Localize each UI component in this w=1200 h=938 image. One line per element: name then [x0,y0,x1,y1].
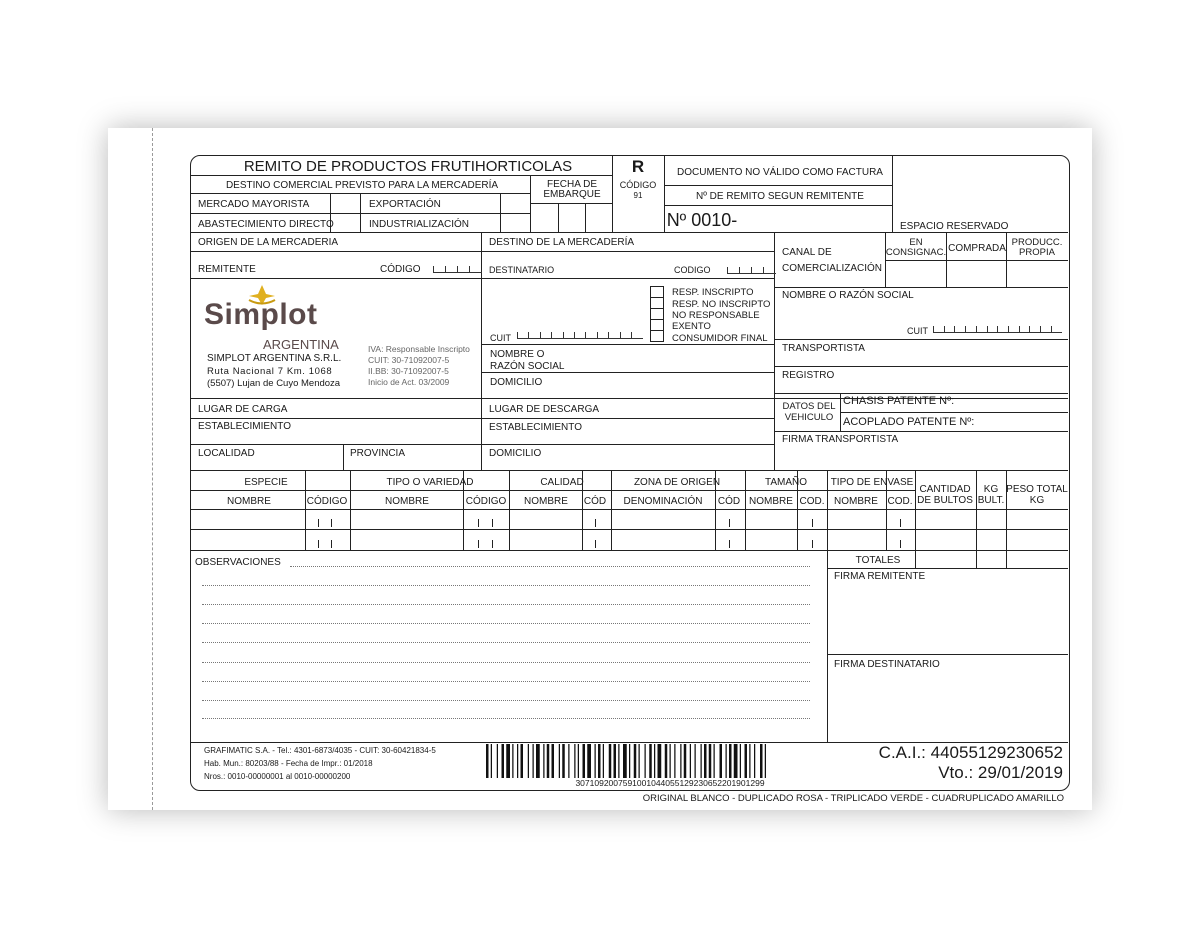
printer-line3: Nros.: 0010-00000001 al 0010-00000200 [204,772,351,781]
codigo-label: CÓDIGO [619,180,657,190]
company-iibb: II.BB: 30-71092007-5 [368,366,449,376]
peso-header-line1: PESO TOTAL [1006,484,1068,495]
grid-line [318,519,319,527]
grid-line [190,550,1068,551]
iva-option-label: RESP. NO INSCRIPTO [672,299,771,310]
grid-line [774,366,1068,367]
barcode-bar [497,744,498,778]
form-title: REMITO DE PRODUCTOS FRUTIHORTICOLAS [243,158,573,175]
canal-label-line2: COMERCIALIZACIÓN [782,263,883,274]
transport-cuit-label: CUIT [907,326,928,336]
grid-line [190,529,1068,530]
grid-line [478,519,479,527]
grid-line [492,519,493,527]
propia-line1: PRODUCC. [1011,237,1063,248]
grid-line [915,470,916,550]
barcode-bar [528,744,529,778]
grid-line [331,519,332,527]
barcode-bar [533,744,534,778]
barcode-bar [734,744,738,778]
destino-comercial-label: DESTINO COMERCIAL PREVISTO PARA LA MERCADERÍA [225,180,499,191]
iva-option-label: EXENTO [672,321,711,332]
destinatario-codigo-label: CODIGO [674,265,711,275]
col-header: CÓD [717,496,741,507]
datos-vehiculo-line1: DATOS DEL [782,401,836,412]
grid-line [827,568,1068,569]
totales-label: TOTALES [855,555,901,566]
transportista-label: TRANSPORTISTA [782,343,865,354]
grid-line [190,490,915,491]
digit-box [469,266,482,273]
dest-establecimiento-label: ESTABLECIMIENTO [489,422,582,433]
col-header: DENOMINACIÓN [623,496,703,507]
barcode-bar [506,744,510,778]
barcode-number: 30710920075910010440551292306522019012​99 [575,778,765,788]
grid-line [611,470,612,550]
col-header: NOMBRE [227,496,271,507]
grid-line [595,540,596,548]
grid-line [190,470,1068,471]
barcode-bar [726,744,727,778]
grid-line [595,519,596,527]
barcode-bar [536,744,540,778]
col-header: CÓD [583,496,607,507]
barcode-bar [517,744,518,778]
destino-label: DESTINO DE LA MERCADERÍA [489,237,635,248]
peso-header-line2: KG [1029,495,1045,506]
doc-notice: DOCUMENTO NO VÁLIDO COMO FACTURA [677,167,883,178]
industrializacion-label: INDUSTRIALIZACIÓN [369,219,470,230]
barcode-bar [568,744,569,778]
exportacion-label: EXPORTACIÓN [369,199,441,210]
consignac-line2: CONSIGNAC. [885,247,947,258]
grid-line [976,470,977,550]
col-header: NOMBRE [524,496,568,507]
consignac-line1: EN [909,237,923,248]
company-address2: (5507) Lujan de Cuyo Mendoza [207,378,341,389]
kg-header-line1: KG [983,484,999,495]
grid-line [664,205,892,206]
cai-expiry: Vto.: 29/01/2019 [938,763,1063,782]
datos-vehiculo-line2: VEHICULO [784,412,834,423]
grid-line [190,251,774,252]
barcode-bar [665,744,668,778]
barcode-bar [674,744,675,778]
grid-line [509,470,510,550]
barcode-bar [690,744,691,778]
writing-line [202,604,810,605]
grid-line [900,519,901,527]
grid-line [1006,470,1007,550]
iva-checkbox-consumidor-final[interactable] [650,330,664,342]
mercado-mayorista-label: MERCADO MAYORISTA [198,199,310,210]
grid-line [478,540,479,548]
barcode-bar [670,744,671,778]
dest-domicilio-label: DOMICILIO [489,448,542,459]
registro-label: REGISTRO [782,370,835,381]
grid-line [190,278,774,279]
barcode-bar [645,744,646,778]
grid-line [190,509,1068,510]
grid-line [585,203,586,232]
barcode-bar [512,744,513,778]
nombre-label-line1: NOMBRE O [490,349,545,360]
company-country: ARGENTINA [263,337,339,352]
localidad-label: LOCALIDAD [198,448,255,459]
grid-line [318,540,319,548]
grid-line [812,519,813,527]
grid-line [827,654,1068,655]
barcode-bar [639,744,640,778]
barcode-bar [760,744,763,778]
grid-line [840,412,1068,413]
grid-line [190,232,1068,233]
barcode-bar [562,744,565,778]
fecha-embarque-line1: FECHA DE [546,179,598,190]
writing-line [202,642,810,643]
grid-line [827,550,828,742]
grid-line [343,444,344,470]
barcode-bar [709,744,712,778]
col-header: CÓDIGO [465,496,507,507]
company-inicio: Inicio de Act. 03/2009 [368,377,450,387]
grid-line [812,540,813,548]
grid-line [530,203,612,204]
col-group-tamano: TAMAÑO [764,477,808,488]
grid-line [558,203,559,232]
grid-line [915,550,916,568]
barcode-bar [559,744,560,778]
canal-label-line1: CANAL DE [782,247,832,258]
barcode-bar [649,744,652,778]
cantidad-header-line1: CANTIDAD [919,484,971,495]
barcode-bar [729,744,732,778]
barcode-bar [720,744,723,778]
remitente-label: REMITENTE [198,264,256,275]
barcode-bar [740,744,741,778]
col-group-variedad: TIPO O VARIEDAD [386,477,474,488]
grid-line [1006,550,1007,568]
company-name: SIMPLOT ARGENTINA S.R.L. [207,353,342,364]
grid-line [305,470,306,550]
printer-line2: Hab. Mun.: 80203/88 - Fecha de Impr.: 01/2018 [204,759,373,768]
grid-line [481,344,774,345]
barcode-bar [578,744,579,778]
barcode-bar [765,744,766,778]
barcode-bar [634,744,637,778]
barcode-bar [598,744,601,778]
barcode-bar [486,744,489,778]
grid-line [885,260,1068,261]
col-header: CÓDIGO [306,496,348,507]
col-group-zona: ZONA DE ORIGEN [633,477,721,488]
barcode-bar [745,744,748,778]
grid-line [827,470,828,550]
barcode-bar [609,744,612,778]
grid-line [729,540,730,548]
destinatario-label: DESTINATARIO [489,265,555,275]
barcode-bar [695,744,696,778]
grid-line [840,393,841,431]
col-header: NOMBRE [385,496,429,507]
barcode-bar [680,744,681,778]
grid-line [481,372,774,373]
company-iva: IVA: Responsable Inscripto [368,344,470,354]
transport-nombre-label: NOMBRE O RAZÓN SOCIAL [782,290,914,301]
company-address1: Ruta Nacional 7 Km. 1068 [207,366,333,377]
observaciones-label: OBSERVACIONES [195,557,281,568]
grid-line [360,193,361,232]
grid-line [745,470,746,550]
firma-destinatario-label: FIRMA DESTINATARIO [834,659,940,670]
company-cuit: CUIT: 30-71092007-5 [368,355,450,365]
grid-line [331,540,332,548]
col-header: COD. [799,496,825,507]
cantidad-header-line2: DE BULTOS [917,495,973,506]
writing-line [202,681,810,682]
writing-line [290,566,810,567]
col-header: NOMBRE [749,496,793,507]
barcode-bar [614,744,617,778]
barcode-bar [658,744,662,778]
barcode-bar [754,744,755,778]
nombre-label-line2: RAZÓN SOCIAL [490,361,565,372]
barcode-bar [543,744,544,778]
barcode-bar [595,744,596,778]
barcode-bar [547,744,550,778]
grid-line [664,155,665,232]
grid-line [976,550,977,568]
barcode-bar [749,744,750,778]
kg-header-line2: BULT. [977,495,1005,506]
fecha-embarque-line2: EMBARQUE [543,189,601,200]
grid-line [492,540,493,548]
domicilio-label: DOMICILIO [490,377,543,388]
barcode-bar [574,744,575,778]
grid-line [190,175,612,176]
grid-line [612,175,613,232]
form-letter: R [631,157,645,176]
destinatario-cuit-label: CUIT [490,333,511,343]
digit-box [1051,326,1063,333]
codigo-value: 91 [633,191,643,200]
writing-line [202,718,810,719]
barcode-bar [623,744,627,778]
col-header: COD. [887,496,913,507]
iva-option-label: RESP. INSCRIPTO [672,287,754,298]
lugar-carga-label: LUGAR DE CARGA [198,404,288,415]
barcode-bar [521,744,524,778]
barcode-bar [714,744,715,778]
barcode-bar [629,744,630,778]
acoplado-label: ACOPLADO PATENTE Nº: [843,416,975,428]
lugar-descarga-label: LUGAR DE DESCARGA [489,404,600,415]
grid-line [729,519,730,527]
grid-line [190,444,774,445]
iva-option-label: NO RESPONSABLE [672,310,760,321]
origen-label: ORIGEN DE LA MERCADERIA [198,237,339,248]
barcode-bar [552,744,555,778]
col-group-calidad: CALIDAD [540,477,584,488]
grid-line [774,339,1068,340]
barcode-bar [583,744,586,778]
col-header: NOMBRE [834,496,878,507]
writing-line [202,662,810,663]
writing-line [202,585,810,586]
iva-option-label: CONSUMIDOR FINAL [672,333,768,344]
comprada-label: COMPRADA [948,243,1006,254]
digit-box [631,332,643,339]
grid-line [350,470,351,550]
writing-line [202,623,810,624]
grid-line [900,540,901,548]
barcode-bar [618,744,619,778]
col-group-envase: TIPO DE ENVASE [830,477,914,488]
writing-line [202,700,810,701]
barcode [484,744,864,778]
cai-number: C.A.I.: 44055129230652 [878,743,1063,762]
propia-line2: PROPIA [1019,247,1055,258]
grid-line [664,185,892,186]
firma-transportista-label: FIRMA TRANSPORTISTA [782,434,899,445]
barcode-bar [502,744,505,778]
col-group-especie: ESPECIE [244,477,288,488]
barcode-bar [704,744,707,778]
barcode-bar [654,744,655,778]
digit-box [763,267,776,274]
grid-line [500,193,501,232]
printer-line1: GRAFIMATIC S.A. - Tel.: 4301-6873/4035 - CUIT: 30-60421834-5 [204,746,436,755]
chasis-label: CHASIS PATENTE Nº: [843,395,955,407]
grid-line [774,431,1068,432]
establecimiento-label: ESTABLECIMIENTO [198,421,291,432]
grid-line [774,393,1068,394]
abastecimiento-label: ABASTECIMIENTO DIRECTO [198,219,334,230]
perforation-line [152,128,153,810]
copies-legend: ORIGINAL BLANCO - DUPLICADO ROSA - TRIPLICADO VERDE - CUADRUPLICADO AMARILLO [642,793,1064,804]
barcode-bar [587,744,591,778]
grid-line [774,287,1068,288]
remitente-codigo-label: CÓDIGO [380,264,421,275]
barcode-bar [684,744,687,778]
barcode-bar [491,744,492,778]
simplot-logo: Simplot [204,298,318,331]
barcode-bar [701,744,702,778]
provincia-label: PROVINCIA [350,448,406,459]
remito-number: Nº 0010- [666,210,738,230]
remito-number-label: Nº DE REMITO SEGUN REMITENTE [696,191,864,202]
reserved-space-label: ESPACIO RESERVADO [900,221,1009,232]
barcode-bar [603,744,604,778]
firma-remitente-label: FIRMA REMITENTE [834,571,926,582]
grid-line [892,155,893,232]
grid-line [190,418,774,419]
